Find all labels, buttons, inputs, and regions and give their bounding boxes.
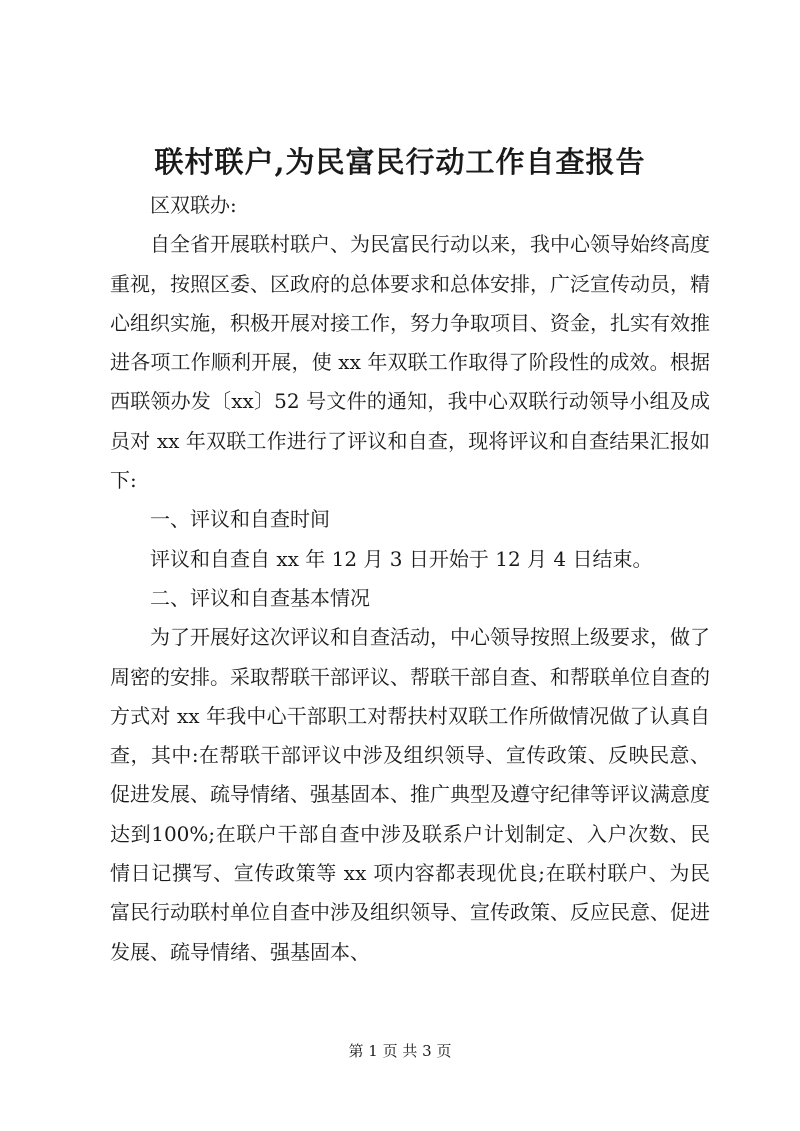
paragraph-time: 评议和自查自 xx 年 12 月 3 日开始于 12 月 4 日结束。 bbox=[150, 546, 653, 571]
page-footer: 第 1 页 共 3 页 bbox=[348, 1042, 452, 1060]
document-title: 联村联户,为民富民行动工作自查报告 bbox=[154, 145, 646, 179]
paragraph-situation: 为了开展好这次评议和自查活动，中心领导按照上级要求，做了周密的安排。采取帮联干部评议、帮联干部自查、和帮联单位自查的方式对 xx 年我中心干部职工对帮扶村双联工作所做情况做了认真自查，其中:在帮联干部评议中涉及组织领导、宣传政策、反映民意、促进发展、疏导情绪、强基固本、推广典型及遵守纪律等评议满意度达到100%;在联户干部自查中涉及联系户计划制定、入户次数、民情日记撰写、宣传政策等 xx 项内容都表现优良;在联村联户、为民富民行动联村单位自查中涉及组织领导、宣传政策、反应民意、促进发展、疏导情绪、强基固本、 bbox=[110, 625, 710, 964]
section-heading-2: 二、评议和自查基本情况 bbox=[150, 585, 370, 610]
paragraph-intro: 自全省开展联村联户、为民富民行动以来，我中心领导始终高度重视，按照区委、区政府的总体要求和总体安排，广泛宣传动员，精心组织实施，积极开展对接工作，努力争取项目、资金，扎实有效推进各项工作顺利开展，使 xx 年双联工作取得了阶段性的成效。根据西联领办发〔xx〕52 号文件的通知，我中心双联行动领导小组及成员对 xx 年双联工作进行了评议和自查，现将评议和自查结果汇报如下: bbox=[110, 232, 710, 493]
salutation: 区双联办: bbox=[150, 193, 237, 217]
document-body bbox=[110, 186, 710, 972]
section-heading-1: 一、评议和自查时间 bbox=[150, 507, 330, 532]
